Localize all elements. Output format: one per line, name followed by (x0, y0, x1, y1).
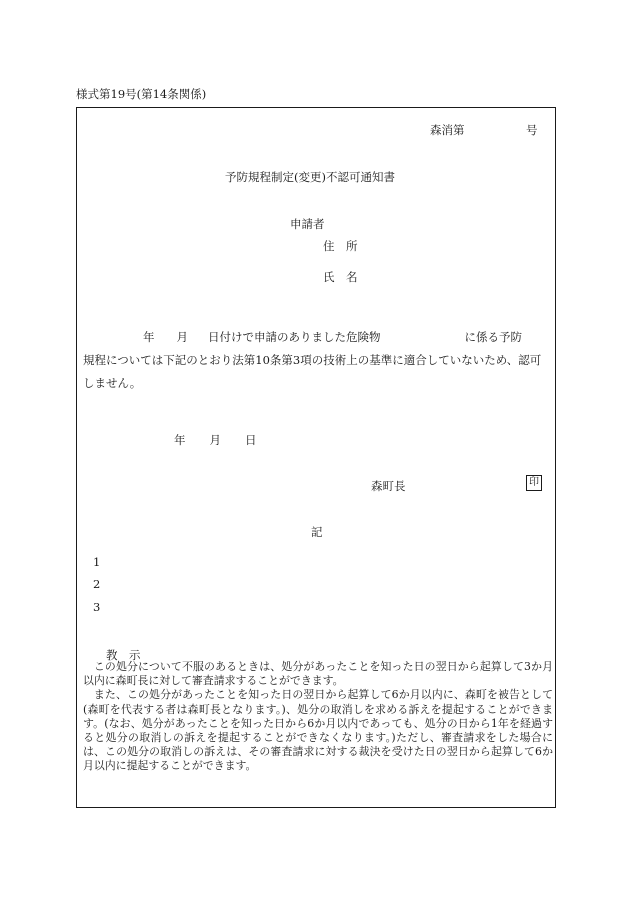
issue-month-label: 月 (209, 433, 221, 447)
notice-form-box (76, 107, 556, 808)
seal-mark: 印 (526, 475, 542, 491)
instruction-heading: 教 示 (106, 648, 141, 662)
body-year-label: 年 (143, 330, 155, 344)
item-number-1: 1 (93, 555, 101, 569)
applicant-label: 申請者 (290, 217, 325, 231)
issue-day-label: 日 (245, 433, 257, 447)
issue-year-label: 年 (174, 433, 186, 447)
issuer-title: 森町長 (371, 479, 406, 493)
document-title: 予防規程制定(変更)不認可通知書 (225, 170, 395, 184)
item-number-3: 3 (93, 600, 101, 614)
issue-date (174, 432, 257, 448)
body-line-2: 規程については下記のとおり法第10条第3項の技術上の基準に適合していないため、認可 (83, 353, 542, 367)
form-label: 様式第19号(第14条関係) (76, 87, 207, 101)
body-line1-text: 日付けで申請のありました危険物 (208, 330, 381, 344)
instruction-paragraph: この処分について不服のあるときは、処分があったことを知った日の翌日から起算して3か月以内に森町長に対して審査請求することができます。 (83, 660, 553, 688)
body-line-1 (83, 326, 549, 349)
document-number-prefix: 森消第 (430, 123, 465, 137)
body-month-label: 月 (176, 330, 188, 344)
applicant-address-label: 住 所 (323, 239, 358, 253)
notice-body (83, 326, 549, 395)
item-number-2: 2 (93, 577, 101, 591)
body-line1-tail: に係る予防 (464, 330, 522, 344)
document-number-suffix: 号 (526, 123, 538, 137)
applicant-name-label: 氏 名 (323, 270, 358, 284)
instruction-paragraph: また、この処分があったことを知った日の翌日から起算して6か月以内に、森町を被告として(森町を代表する者は森町長となります。)、処分の取消しを求める訴えを提起することができます。(なお、処分があったことを知った日から6か月以内であっても、処分の日から1年を経過すると処分の取消しの訴えを提起することができなくなります。)ただし、審査請求をした場合には、この処分の取消しの訴えは、その審査請求に対する裁決を受けた日の翌日から起算して6か月以内に提起することができます。 (83, 688, 553, 773)
record-heading: 記 (311, 525, 323, 539)
body-line-3: しません。 (83, 376, 142, 390)
instruction-body (83, 660, 553, 774)
